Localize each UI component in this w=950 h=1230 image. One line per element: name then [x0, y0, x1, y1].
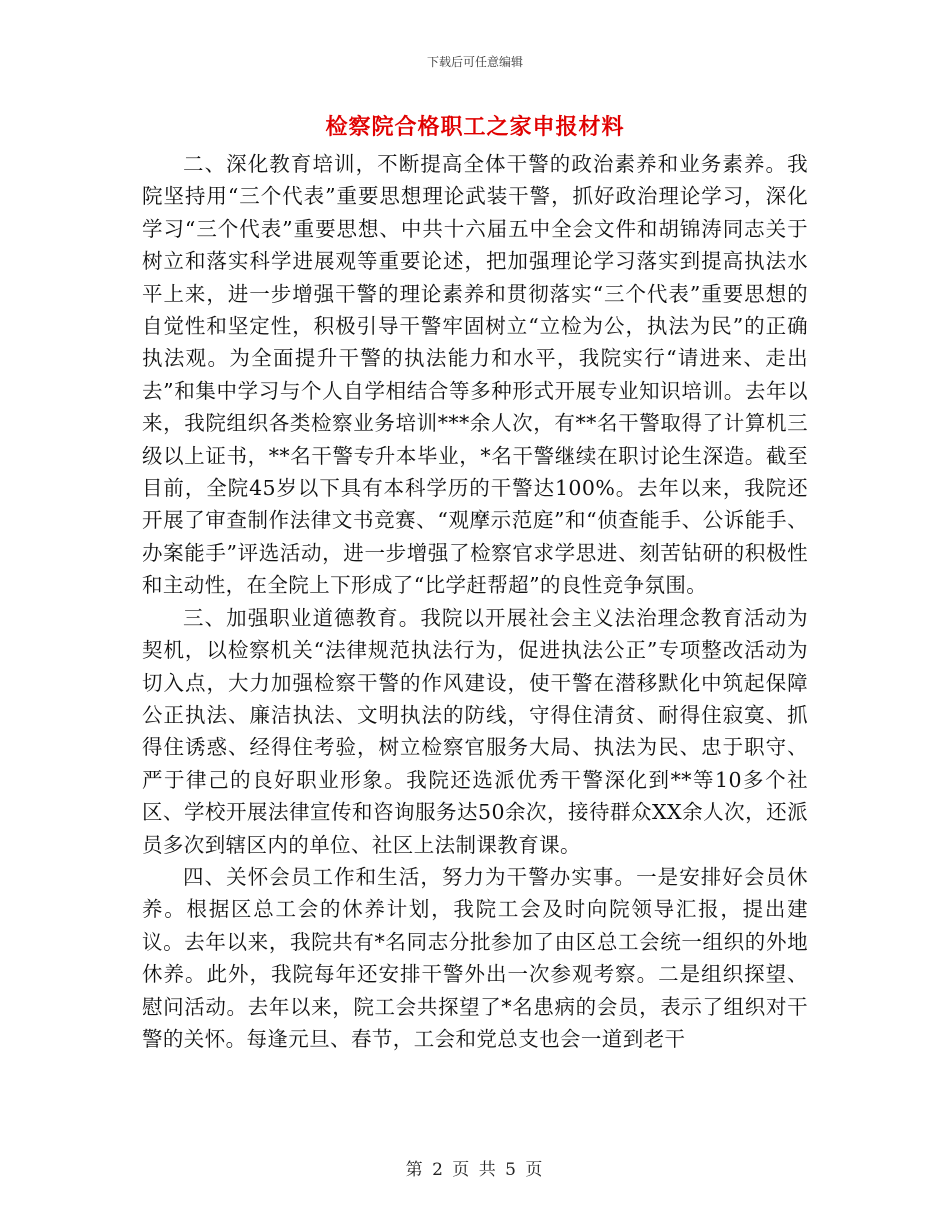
paragraph-professional-ethics: 三、加强职业道德教育。我院以开展社会主义法治理念教育活动为契机，以检察机关“法律规范执法行为，促进执法公正”专项整改活动为切入点，大力加强检察干警的作风建设，使干警在潜移默化中筑起保障公正执法、廉洁执法、文明执法的防线，守得住清贫、耐得住寂寞、抓得住诱惑、经得住考验，树立检察官服务大局、执法为民、忠于职守、严于律己的良好职业形象。我院还选派优秀干警深化到**等10多个社区、学校开展法律宣传和咨询服务达50余次，接待群众XX余人次，还派员多次到辖区内的单位、社区上法制课教育课。	[142, 605, 808, 857]
page-header-note: 下载后可任意编辑	[426, 55, 523, 69]
document-title: 检察院合格职工之家申报材料	[325, 114, 625, 140]
page-number: 第 2 页 共 5 页	[405, 1160, 545, 1180]
paragraph-education-training: 二、深化教育培训，不断提高全体干警的政治素养和业务素养。我院坚持用“三个代表”重要思想理论武装干警，抓好政治理论学习，深化学习“三个代表”重要思想、中共十六届五中全会文件和胡锦涛同志关于树立和落实科学进展观等重要论述，把加强理论学习落实到提高执法水平上来，进一步增强干警的理论素养和贯彻落实“三个代表”重要思想的自觉性和坚定性，积极引导干警牢固树立“立检为公，执法为民”的正确执法观。为全面提升干警的执法能力和水平，我院实行“请进来、走出去”和集中学习与个人自学相结合等多种形式开展专业知识培训。去年以来，我院组织各类检察业务培训***余人次，有**名干警取得了计算机三级以上证书，**名干警专升本毕业，*名干警继续在职讨论生深造。截至目前，全院45岁以下具有本科学历的干警达100%。去年以来，我院还开展了审查制作法律文书竞赛、“观摩示范庭”和“侦查能手、公诉能手、办案能手”评选活动，进一步增强了检察官求学思进、刻苦钻研的积极性和主动性，在全院上下形成了“比学赶帮超”的良性竞争氛围。	[142, 152, 808, 598]
paragraph-member-care: 四、关怀会员工作和生活，努力为干警办实事。一是安排好会员休养。根据区总工会的休养计划，我院工会及时向院领导汇报，提出建议。去年以来，我院共有*名同志分批参加了由区总工会统一组织的外地休养。此外，我院每年还安排干警外出一次参观考察。二是组织探望、慰问活动。去年以来，院工会共探望了*名患病的会员，表示了组织对干警的关怀。每逢元旦、春节，工会和党总支也会一道到老干	[142, 864, 808, 1051]
document-body	[142, 148, 808, 1055]
